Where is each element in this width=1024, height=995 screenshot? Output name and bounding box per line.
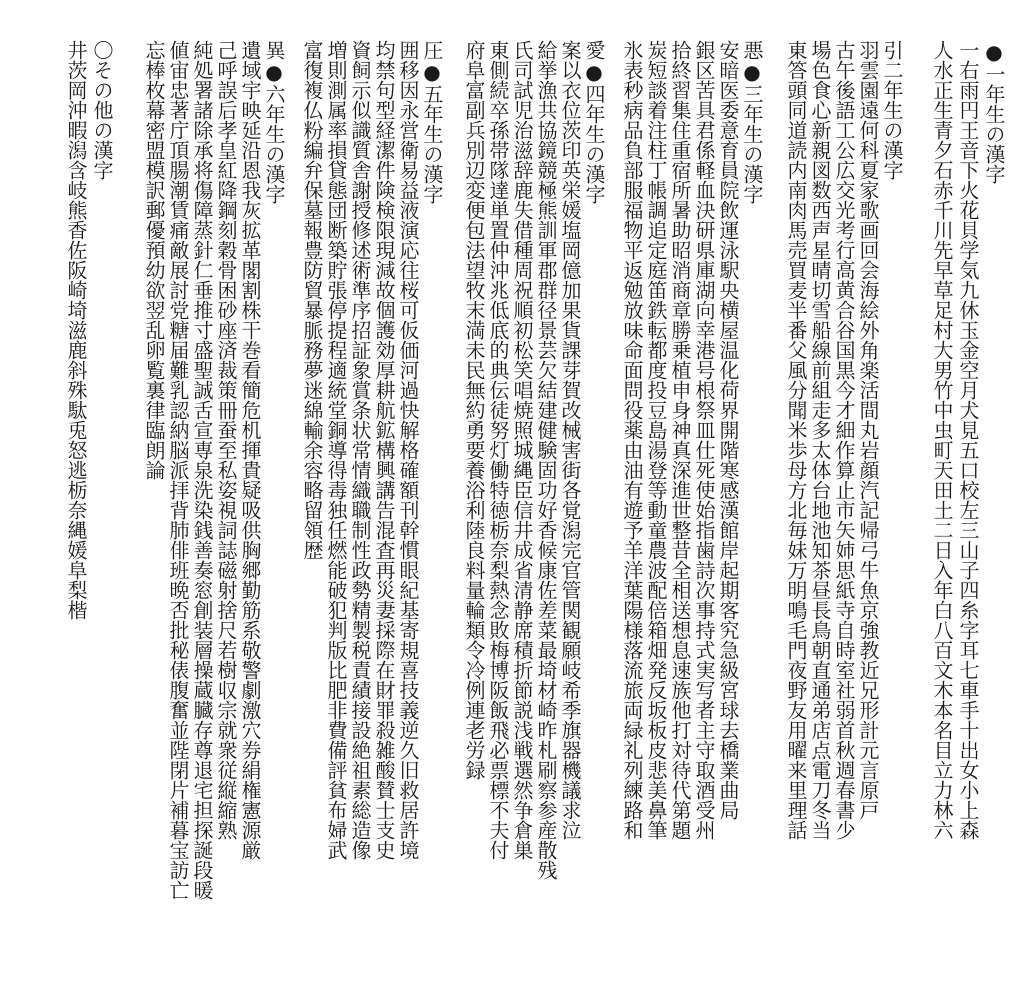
grade6-column-1: 遺域宇映延沿恩我灰拡革閣割株干巻看簡危机揮貴疑吸供胸郷勤筋系敬警劇激穴券絹権憲源厳: [238, 40, 262, 860]
grade2-column-1: 羽雲園遠何科夏家歌画回会海絵外角楽活間丸岩顔汽記帰弓牛魚京強教近兄形計元言原戸: [856, 40, 880, 820]
grade5-column-3: 資飼示似識質舎謝授修述術準序招証象賞条状常情織職制性政勢精製税責績接設絶祖素総造像: [348, 40, 372, 860]
grade2-column-2: 古午後語工公広交光考行高黄合谷国黒今才細作算止市矢姉思紙寺自時室社弱首秋週春書少: [832, 40, 856, 840]
others-column-1: 井茨岡沖暇潟含岐熊香佐阪崎埼滋鹿斜殊駄兎怒逃栃奈縄媛阜梨楷: [64, 40, 88, 620]
grade6-column-2: 己呼誤后孝皇紅降鋼刻穀骨困砂座済裁策冊蚕至私姿視詞誌磁射捨尺若樹収宗就衆従縦縮熟: [214, 40, 238, 840]
grade5-column-1: 囲移因永営衛易益液演応往桜可仮価河過快解格確額刊幹慣眼紀基寄規喜技義逆久旧救居許境: [396, 40, 420, 860]
grade1-column-2: 人水正生青夕石赤千川先早草足村大男竹中虫町天田土二日入年白八百文木本名目立力林六: [930, 40, 954, 840]
grade6-column-5: 忘棒枚幕密盟模訳郵優預幼欲翌乱卵覧裏律臨朗論: [142, 40, 166, 480]
grade3-column-4: 炭短談着注柱丁帳調追定庭笛鉄転都度投豆島湯登等動童農波配倍箱畑発反坂板皮悲美鼻筆: [644, 40, 668, 840]
grade4-heading: 愛●四年生の漢字: [582, 40, 606, 204]
grade4-column-2: 給挙漁共協鏡競極熊訓軍郡群径景芸欠結建健験固功好香候康佐差菜最埼材崎昨札刷察参産散残: [534, 40, 558, 880]
grade2-column-3: 場色食心新親図数西声星晴切雪船線前組走多太体台地池知茶昼長鳥朝直通弟店点電刀冬当: [808, 40, 832, 840]
grade3-column-5: 氷表秒病品負部服福物平返勉放味命面問役薬由油有遊予羊洋葉陽様落流旅両緑礼列練路和: [620, 40, 644, 840]
grade1-heading: ●一年生の漢字: [982, 40, 1006, 184]
grade4-column-4: 東側続卒孫帯隊達単置仲沖兆低底的典伝徒努灯働特徳栃奈梨熱念敗梅博阪飯飛必票標不夫付: [486, 40, 510, 860]
grade6-heading: 異●六年生の漢字: [262, 40, 286, 204]
grade4-column-5: 府阜富副兵別辺変便包法望牧末満未民無約勇要養浴利陸良料量輪類令冷例連老労録: [462, 40, 486, 780]
grade5-heading: 圧●五年生の漢字: [420, 40, 444, 204]
grade3-column-2: 銀区苦具君係軽血決研県庫湖向幸港号根祭皿仕死使始指歯詩次事持式実写者主守取酒受州: [692, 40, 716, 840]
others-heading: 〇その他の漢字: [90, 40, 114, 180]
grade3-column-1: 安暗医委意育員院飲運泳駅央横屋温化荷界開階寒感漢館岸起期客究急級宮球去橋業曲局: [716, 40, 740, 820]
grade5-column-2: 均禁句型経潔件険検限現減故個護効厚耕航鉱構興講告混査再災妻採際在財罪殺雑酸賛士支史: [372, 40, 396, 860]
grade3-column-3: 拾終習集住重宿所暑助昭消商章勝乗植申身神真深進世整昔全相送想息速族他打対待代第題: [668, 40, 692, 840]
grade4-column-3: 氏司試児治滋辞鹿失借種周祝順初松笑唱焼照城縄臣信井成省清静席積折節説浅戦選然争倉巣: [510, 40, 534, 860]
grade4-column-1: 案以衣位茨印英栄媛塩岡億加果貨課芽賀改械害街各覚潟完官管関観願岐希季旗器機議求泣: [558, 40, 582, 840]
grade3-heading: 悪●三年生の漢字: [740, 40, 764, 204]
grade2-heading: 引二年生の漢字: [880, 40, 904, 180]
grade2-column-4: 東答頭同道読内南肉馬売買麦半番父風分聞米歩母方北毎妹万明鳴毛門夜野友用曜来里理話: [784, 40, 808, 840]
grade1-column-1: 一右雨円王音下火花貝学気九休玉金空月犬見五口校左三山子四糸字耳七車手十出女小上森: [956, 40, 980, 840]
grade6-column-3: 純処署諸除承将傷障蒸針仁垂推寸盛聖誠舌宣専泉洗染銭善奏窓創装層操蔵臓存尊退宅担探誕段暖: [190, 40, 214, 900]
grade6-column-4: 値宙忠著庁頂腸潮賃痛敵展討党糖届難乳認納脳派拝背肺俳班晩否批秘俵腹奮並陛閉片補暮宝訪亡: [166, 40, 190, 900]
grade5-column-5: 富復複仏粉編弁保墓報豊防貿暴脈務夢迷綿輸余容略留領歴: [300, 40, 324, 560]
grade5-column-4: 増則測属率損貸態団断築貯張停提程適統堂銅導得毒独任燃能破犯判版比肥非費備評貧布婦武: [324, 40, 348, 860]
